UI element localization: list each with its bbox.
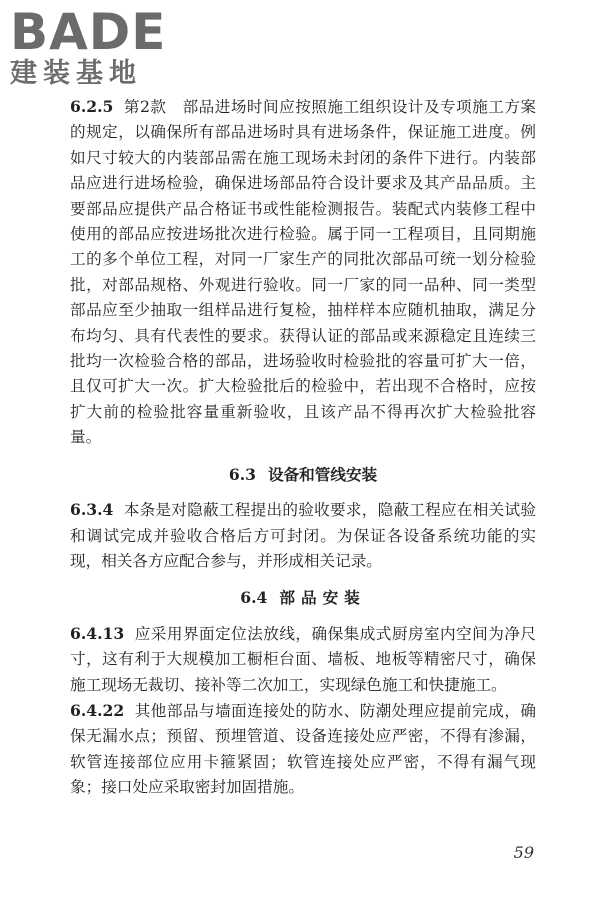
clause-number: 6.4.22 [70,700,125,720]
section-heading-6-4 [70,585,536,610]
clause-number: 6.4.13 [70,623,125,643]
clause-6-3-4 [70,497,536,574]
clause-number: 6.2.5 [70,97,114,116]
clause-text: 本条是对隐蔽工程提出的验收要求，隐蔽工程应在相关试验和调试完成并验收合格后方可封闭。为保证各设备系统功能的实现，相关各方应配合参与，并形成相关记录。 [70,501,536,570]
section-number: 6.3 [228,464,256,484]
document-body [70,94,536,801]
section-number: 6.4 [240,588,268,608]
clause-6-4-13 [70,621,536,698]
clause-6-2-5 [70,94,536,451]
bade-logo [10,3,180,92]
section-title: 部品安装 [279,588,366,608]
clause-text: 第2款 部品进场时间应按照施工组织设计及专项施工方案的规定，以确保所有部品进场时具有进场条件，保证施工进度。例如尺寸较大的内装部品需在施工现场未封闭的条件下进行。内装部品应进行进场检验，确保进场部品符合设计要求及其产品品质。主要部品应提供产品合格证书或性能检测报告。装配式内装修工程中使用的部品应按进场批次进行检验。属于同一工程项目，且同期施工的多个单位工程，对同一厂家生产的同批次部品可统一划分检验批，对部品规格、外观进行验收。同一厂家的同一品种、同一类型部品应至少抽取一组样品进行复检，抽样样本应随机抽取，满足分布均匀、具有代表性的要求。获得认证的部品或来源稳定且连续三批均一次检验合格的部品，进场验收时检验批的容量可扩大一倍，且仅可扩大一次。扩大检验批后的检验中，若出现不合格时，应按扩大前的检验批容量重新验收，且该产品不得再次扩大检验批容量。 [70,98,536,447]
logo-subtitle: 建装基地 [10,58,142,89]
clause-6-4-22 [70,698,536,801]
section-heading-6-3 [70,462,536,487]
logo-wordmark: BADE [10,3,167,61]
clause-text: 其他部品与墙面连接处的防水、防潮处理应提前完成，确保无漏水点；预留、预埋管道、设备连接处应严密，不得有渗漏，软管连接部位应用卡箍紧固；软管连接处应严密，不得有漏气现象；接口处应采取密封加固措施。 [70,701,536,797]
clause-number: 6.3.4 [70,500,114,520]
page-number: 59 [513,843,534,862]
clause-text: 应采用界面定位法放线，确保集成式厨房室内空间为净尺寸，这有利于大规模加工橱柜台面、墙板、地板等精密尺寸，确保施工现场无裁切、接补等二次加工，实现绿色施工和快捷施工。 [70,624,536,694]
section-title: 设备和管线安装 [267,464,378,484]
